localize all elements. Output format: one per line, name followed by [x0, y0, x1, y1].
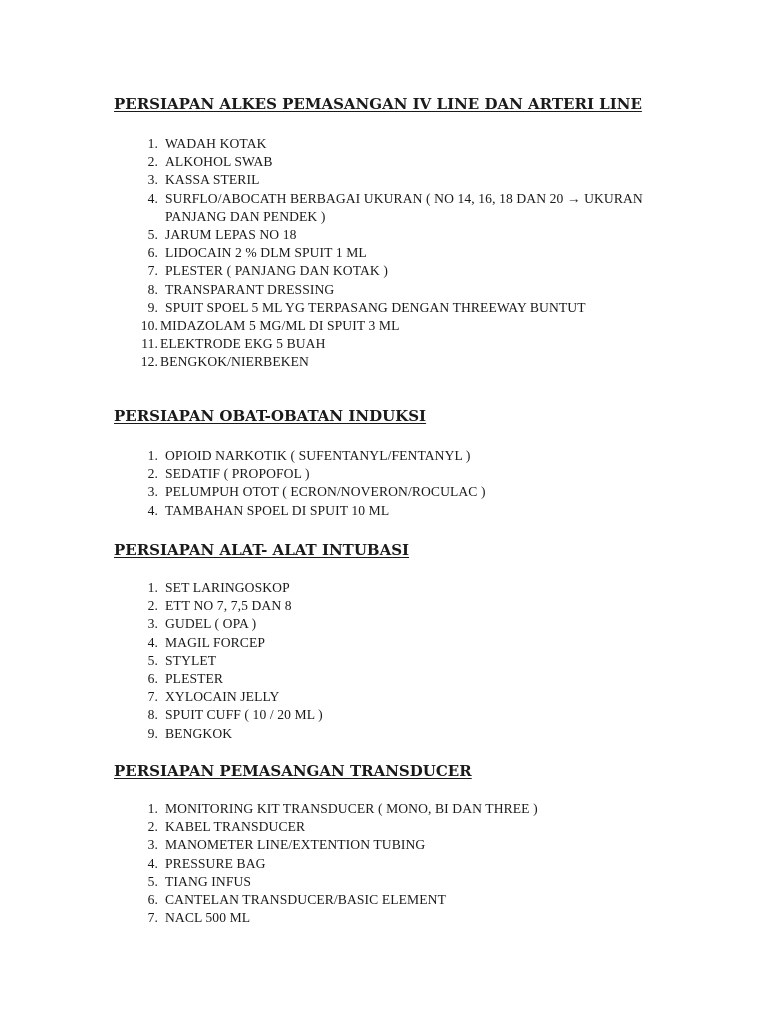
item-text: ETT NO 7, 7,5 DAN 8	[165, 598, 292, 614]
item-number: 6.	[147, 892, 158, 908]
item-number: 4.	[147, 855, 158, 871]
list-item	[114, 855, 674, 873]
list-item	[114, 262, 674, 280]
list-item	[114, 465, 674, 483]
item-text: MONITORING KIT TRANSDUCER ( MONO, BI DAN THREE )	[165, 801, 538, 816]
item-text: SURFLO/ABOCATH BERBAGAI UKURAN ( NO 14, 16, 18 DAN 20 → UKURAN PANJANG DAN PENDEK )	[165, 190, 643, 224]
item-text: NACL 500 ML	[165, 910, 251, 926]
list-item	[114, 190, 674, 226]
item-number: 7.	[147, 910, 158, 926]
item-text: TRANSPARANT DRESSING	[165, 281, 335, 297]
item-number: 7.	[147, 263, 158, 279]
list-item	[114, 725, 674, 743]
item-number: 8.	[147, 707, 158, 723]
item-number: 10.	[140, 318, 158, 334]
item-number: 2.	[147, 598, 158, 614]
item-number: 3.	[147, 172, 158, 188]
section-title: PERSIAPAN ALAT- ALAT INTUBASI	[114, 541, 410, 559]
list-item	[114, 706, 674, 724]
item-text: WADAH KOTAK	[165, 136, 267, 151]
item-list	[114, 135, 674, 372]
item-text: ALKOHOL SWAB	[165, 154, 273, 170]
item-text: PLESTER ( PANJANG DAN KOTAK )	[165, 263, 388, 279]
item-number: 9.	[147, 299, 158, 315]
item-text: KABEL TRANSDUCER	[165, 819, 306, 835]
item-text: PRESSURE BAG	[165, 855, 266, 871]
item-text: STYLET	[165, 652, 217, 668]
item-text: LIDOCAIN 2 % DLM SPUIT 1 ML	[165, 245, 367, 261]
item-text: SPUIT SPOEL 5 ML YG TERPASANG DENGAN THREEWAY BUNTUT	[165, 299, 586, 315]
item-number: 7.	[147, 689, 158, 705]
item-number: 1.	[147, 448, 158, 463]
list-item	[114, 579, 674, 597]
list-item	[114, 153, 674, 171]
item-number: 5.	[147, 652, 158, 668]
list-item	[114, 317, 674, 335]
list-item	[114, 135, 674, 153]
item-text: BENGKOK	[165, 725, 233, 741]
item-number: 9.	[147, 725, 158, 741]
item-text: TAMBAHAN SPOEL DI SPUIT 10 ML	[165, 502, 390, 518]
list-item	[114, 909, 674, 927]
section-pemasangan-transducer	[114, 761, 674, 927]
item-number: 1.	[147, 580, 158, 595]
item-list	[114, 800, 674, 927]
item-number: 2.	[147, 819, 158, 835]
item-number: 1.	[147, 136, 158, 151]
item-number: 2.	[147, 154, 158, 170]
item-number: 1.	[147, 801, 158, 816]
item-number: 8.	[147, 281, 158, 297]
item-text: MANOMETER LINE/EXTENTION TUBING	[165, 837, 426, 853]
list-item	[114, 299, 674, 317]
section-title: PERSIAPAN ALKES PEMASANGAN IV LINE DAN ARTERI LINE	[114, 95, 642, 113]
item-text: TIANG INFUS	[165, 873, 252, 889]
list-item	[114, 836, 674, 854]
item-number: 3.	[147, 616, 158, 632]
list-item	[114, 447, 674, 465]
item-text: KASSA STERIL	[165, 172, 260, 188]
list-item	[114, 634, 674, 652]
list-item	[114, 353, 674, 371]
list-item	[114, 281, 674, 299]
item-text: OPIOID NARKOTIK ( SUFENTANYL/FENTANYL )	[165, 448, 471, 463]
item-text: JARUM LEPAS NO 18	[165, 227, 297, 243]
list-item	[114, 597, 674, 615]
item-list	[114, 579, 674, 743]
item-number: 5.	[147, 227, 158, 243]
item-number: 3.	[147, 484, 158, 500]
list-item	[114, 171, 674, 189]
item-number: 6.	[147, 671, 158, 687]
item-text: PELUMPUH OTOT ( ECRON/NOVERON/ROCULAC )	[165, 484, 486, 500]
item-text: SPUIT CUFF ( 10 / 20 ML )	[165, 707, 323, 723]
list-item	[114, 818, 674, 836]
item-number: 2.	[147, 466, 158, 482]
item-list	[114, 447, 674, 520]
list-item	[114, 615, 674, 633]
item-text: CANTELAN TRANSDUCER/BASIC ELEMENT	[165, 892, 446, 908]
list-item	[114, 335, 674, 353]
item-number: 4.	[147, 190, 158, 206]
list-item	[114, 873, 674, 891]
item-number: 12.	[140, 354, 158, 370]
list-item	[114, 670, 674, 688]
list-item	[114, 652, 674, 670]
item-text: MAGIL FORCEP	[165, 634, 266, 650]
item-text: PLESTER	[165, 671, 224, 687]
list-item	[114, 502, 674, 520]
list-item	[114, 226, 674, 244]
item-text: SEDATIF ( PROPOFOL )	[165, 466, 310, 482]
list-item	[114, 891, 674, 909]
list-item	[114, 800, 674, 818]
item-number: 4.	[147, 502, 158, 518]
list-item	[114, 483, 674, 501]
section-title: PERSIAPAN PEMASANGAN TRANSDUCER	[114, 762, 472, 780]
list-item	[114, 244, 674, 262]
item-number: 6.	[147, 245, 158, 261]
section-alat-intubasi	[114, 540, 674, 743]
section-title: PERSIAPAN OBAT-OBATAN INDUKSI	[114, 407, 427, 425]
section-obat-induksi	[114, 406, 674, 520]
item-number: 4.	[147, 634, 158, 650]
item-text: GUDEL ( OPA )	[165, 616, 257, 632]
item-text: XYLOCAIN JELLY	[165, 689, 280, 705]
item-number: 11.	[141, 336, 158, 352]
item-text: MIDAZOLAM 5 MG/ML DI SPUIT 3 ML	[160, 318, 400, 334]
item-text: BENGKOK/NIERBEKEN	[160, 354, 309, 370]
item-number: 3.	[147, 837, 158, 853]
section-alkes-iv-arteri	[114, 94, 674, 372]
item-text: SET LARINGOSKOP	[165, 580, 290, 595]
item-text: ELEKTRODE EKG 5 BUAH	[160, 336, 326, 352]
item-number: 5.	[147, 873, 158, 889]
list-item	[114, 688, 674, 706]
